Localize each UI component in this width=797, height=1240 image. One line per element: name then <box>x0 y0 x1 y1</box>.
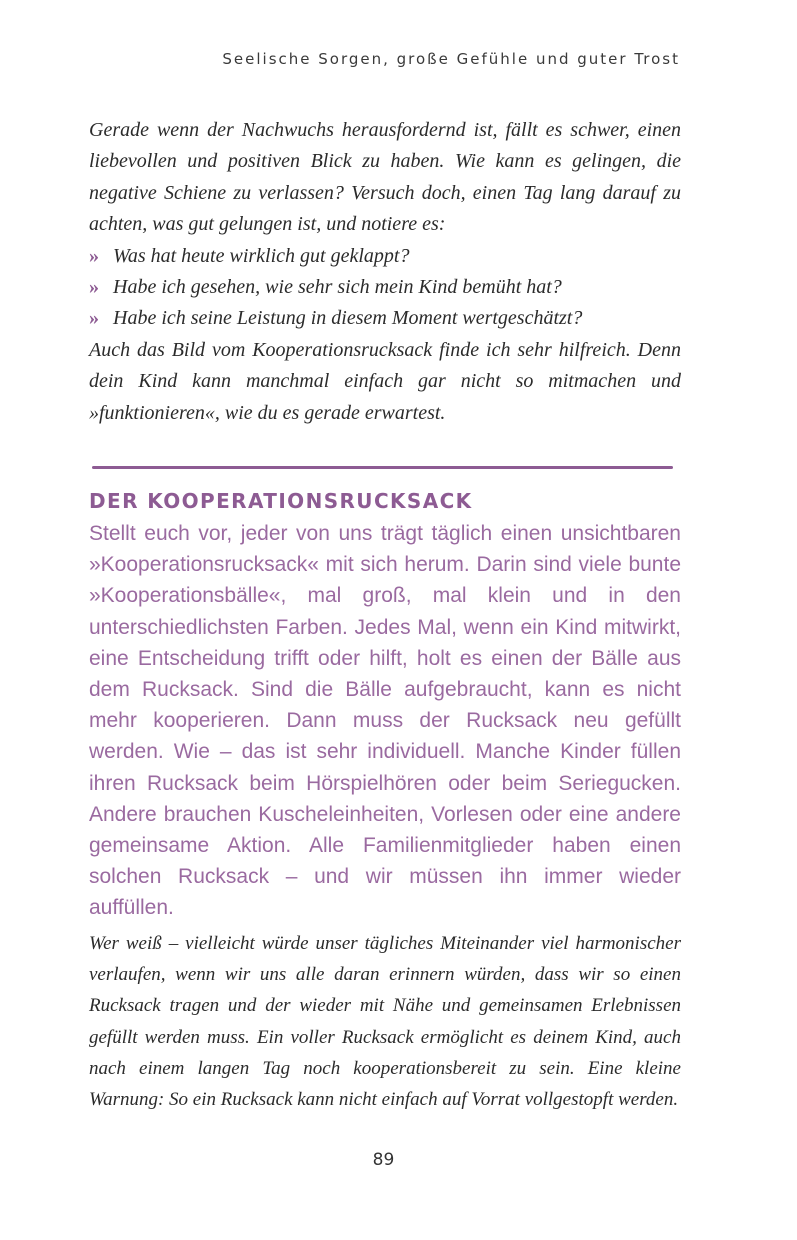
list-item <box>89 272 681 303</box>
list-item <box>89 303 681 334</box>
section-divider <box>92 466 673 469</box>
box-heading: DER KOOPERATIONSRUCKSACK <box>89 489 473 513</box>
chevron-bullet-icon: » <box>89 244 99 267</box>
list-item <box>89 241 681 272</box>
outro-paragraph: Wer weiß – vielleicht würde unser tägliches Miteinander viel harmonischer verlaufen, wenn wir uns alle daran erinnern würden, dass wir so einen Rucksack tragen und der wieder mit Nähe und gemeinsamen Erlebnissen gefüllt werden muss. Ein voller Rucksack ermöglicht es deinem Kind, auch nach einem langen Tag noch kooperationsbereit zu sein. Eine kleine Warnung: So ein Rucksack kann nicht einfach auf Vorrat vollgestopft werden. <box>89 933 681 1111</box>
page-number: 89 <box>372 1150 395 1170</box>
list-item-text: Habe ich seine Leistung in diesem Moment wertgeschätzt? <box>113 307 583 330</box>
running-head: Seelische Sorgen, große Gefühle und guter Trost <box>222 50 680 68</box>
list-item-text: Was hat heute wirklich gut geklappt? <box>113 244 410 267</box>
question-list <box>89 241 681 335</box>
chevron-bullet-icon: » <box>89 276 99 299</box>
intro-section <box>89 115 681 429</box>
box-text: Stellt euch vor, jeder von uns trägt täglich einen unsichtbaren »Kooperationsrucksack« mit sich herum. Darin sind viele bunte »Kooperationsbälle«, mal groß, mal klein und in den unterschiedlichsten Farben. Jedes Mal, wenn ein Kind mitwirkt, eine Entscheidung trifft oder hilft, holt es einen der Bälle aus dem Rucksack. Sind die Bälle aufgebraucht, kann es nicht mehr kooperieren. Dann muss der Rucksack neu gefüllt werden. Wie – das ist sehr individuell. Manche Kinder füllen ihren Rucksack beim Hörspielhören oder beim Seriegucken. Andere brauchen Kuscheleinheiten, Vorlesen oder eine andere gemeinsame Aktion. Alle Familienmitglieder haben einen solchen Rucksack – und wir müssen ihn immer wieder auffüllen. <box>89 522 681 920</box>
intro-paragraph: Gerade wenn der Nachwuchs herausfordernd ist, fällt es schwer, einen liebevollen und positiven Blick zu haben. Wie kann es gelingen, die negative Schiene zu verlassen? Versuch doch, einen Tag lang darauf zu achten, was gut gelungen ist, und notiere es: <box>89 119 681 236</box>
list-item-text: Habe ich gesehen, wie sehr sich mein Kind bemüht hat? <box>113 276 562 299</box>
chevron-bullet-icon: » <box>89 307 99 330</box>
intro-followup: Auch das Bild vom Kooperationsrucksack finde ich sehr hilfreich. Denn dein Kind kann manchmal einfach gar nicht so mitmachen und »funktionieren«, wie du es gerade erwartest. <box>89 338 681 424</box>
